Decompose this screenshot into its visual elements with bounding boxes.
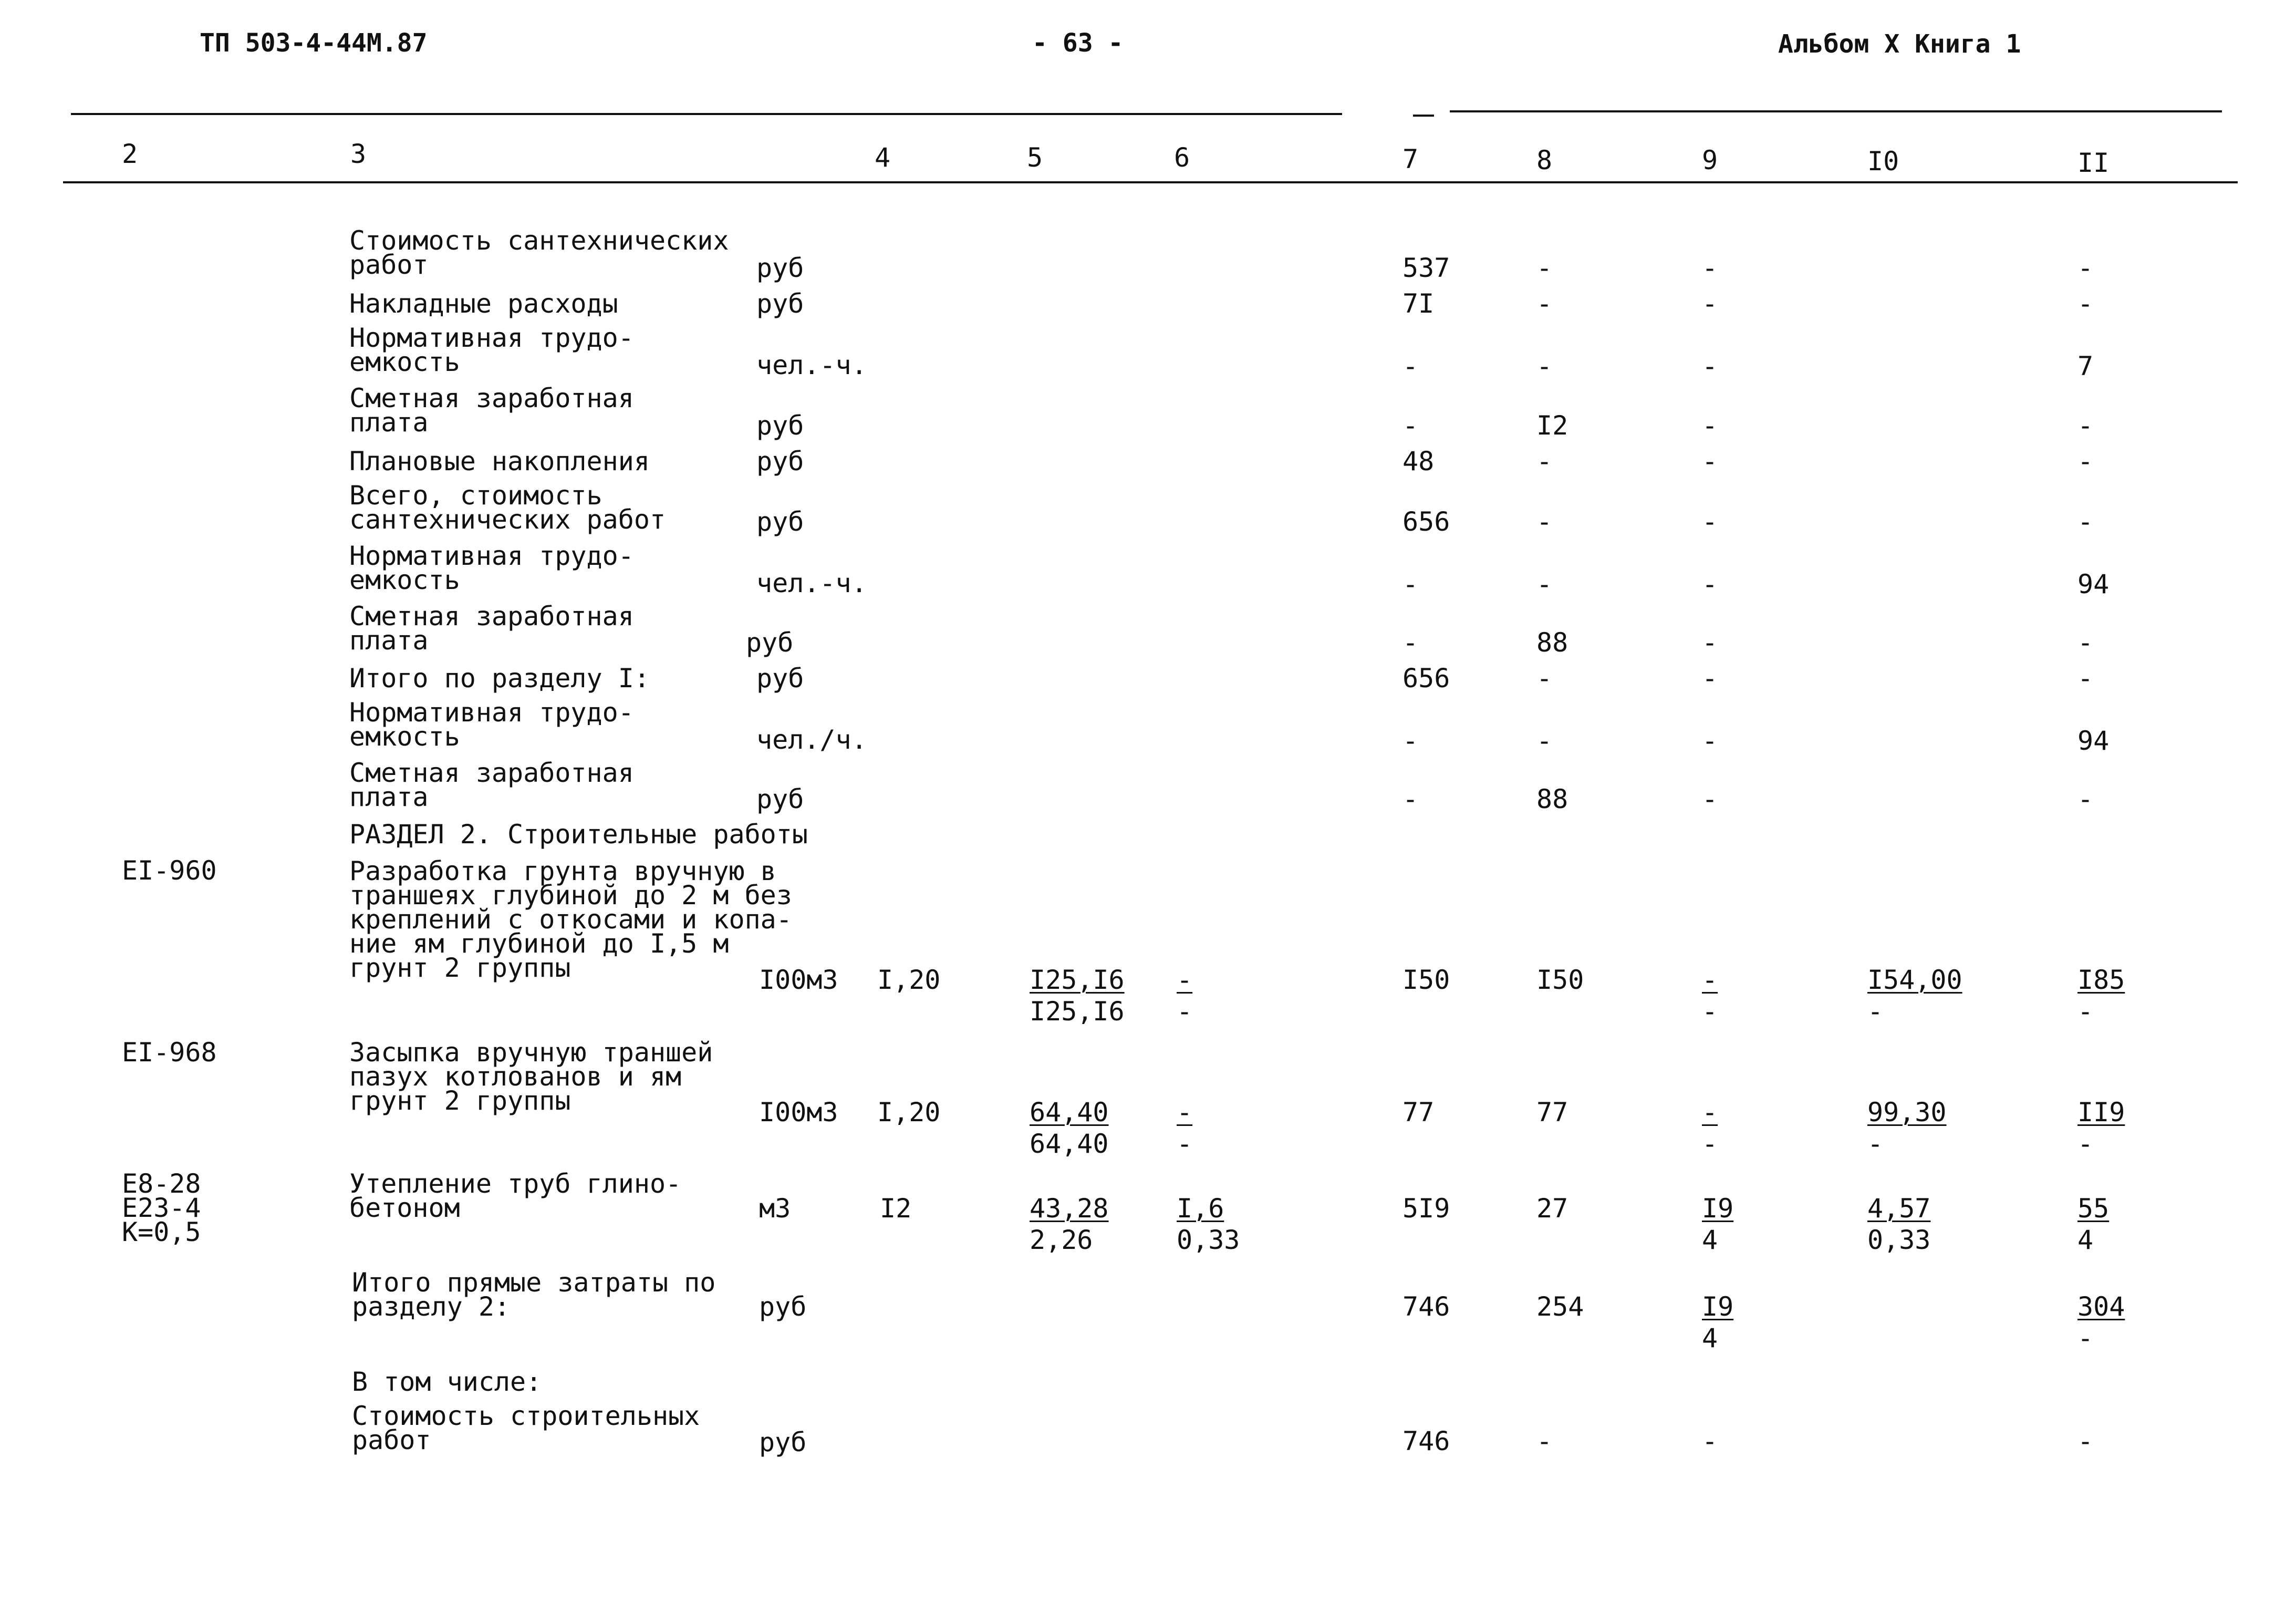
cell-col8: - <box>1536 506 1553 537</box>
column-header: 7 <box>1402 144 1419 174</box>
cell-col9: $\frac{I9}{4}$ <box>1702 1291 1734 1353</box>
cell-col7: - <box>1402 410 1419 441</box>
cell-col5: $\frac{64,40}{64,40}$ <box>1030 1097 1109 1159</box>
row-description: Сметная заработная плата <box>349 601 634 656</box>
cell-col8: 88 <box>1536 627 1568 658</box>
header-rule <box>63 181 2238 183</box>
cell-col9: - - <box>1702 1097 1718 1159</box>
cell-col10: $\frac{4,57}{0,33}$ <box>1867 1193 1931 1255</box>
top-rule-mark <box>1413 115 1434 117</box>
cell-col11: - <box>2077 627 2094 658</box>
column-header: 8 <box>1536 145 1553 175</box>
row-unit: I00м3 <box>759 1097 838 1128</box>
row-unit: руб <box>756 506 804 537</box>
cell-col9: $\frac{I9}{4}$ <box>1702 1193 1734 1255</box>
column-header: 3 <box>350 139 367 169</box>
subheading: В том числе: <box>352 1367 542 1397</box>
cell-col11: 7 <box>2077 351 2094 381</box>
cell-col11: - <box>2077 410 2094 441</box>
row-description: Сметная заработная плата <box>349 758 634 812</box>
cell-col8: 254 <box>1536 1291 1584 1322</box>
cell-col9: - <box>1702 726 1718 756</box>
row-description: Нормативная трудо- емкость <box>349 697 634 752</box>
top-rule-right <box>1450 110 2222 112</box>
cell-col9: - <box>1702 410 1718 441</box>
column-header: II <box>2077 148 2110 178</box>
cell-col8: 88 <box>1536 784 1568 814</box>
cell-col7: 656 <box>1402 506 1450 537</box>
cell-col7: 48 <box>1402 446 1435 477</box>
row-description: Всего, стоимость сантехнических работ <box>349 480 666 535</box>
cell-col7: I50 <box>1402 965 1450 995</box>
cell-col8: - <box>1536 253 1553 283</box>
cell-col9: - <box>1702 627 1718 658</box>
row-description: Стоимость сантехнических работ <box>349 225 729 280</box>
cell-col9: - <box>1702 784 1718 814</box>
cell-col10: I54,00 - <box>1867 965 1962 1027</box>
cell-col7: 656 <box>1402 663 1450 694</box>
row-unit: I00м3 <box>759 965 838 995</box>
cell-col11: 94 <box>2077 569 2110 599</box>
cell-col5: $\frac{43,28}{2,26}$ <box>1030 1193 1109 1255</box>
cell-col11: - <box>2077 1426 2094 1456</box>
cell-col7: 746 <box>1402 1291 1450 1322</box>
cell-col7: 77 <box>1402 1097 1435 1128</box>
cell-col7: - <box>1402 726 1419 756</box>
row-description: Утепление труб глино- бетоном <box>349 1169 682 1223</box>
row-description: Нормативная трудо- емкость <box>349 323 634 377</box>
cell-col11: - <box>2077 506 2094 537</box>
album-label: Альбом Х Книга 1 <box>1778 29 2021 59</box>
cell-col11: - <box>2077 663 2094 694</box>
cell-col11: 94 <box>2077 726 2110 756</box>
row-unit: руб <box>759 1427 807 1457</box>
column-header: 6 <box>1174 142 1190 173</box>
top-rule-left <box>71 113 1342 115</box>
cell-col9: - <box>1702 253 1718 283</box>
row-code: E8-28 E23-4 К=0,5 <box>122 1169 201 1247</box>
cell-col6: - - <box>1177 965 1193 1027</box>
row-unit: руб <box>756 410 804 441</box>
row-unit: чел.-ч. <box>756 568 867 598</box>
cell-col11: - <box>2077 253 2094 283</box>
cell-col9: - <box>1702 1426 1718 1456</box>
cell-col8: - <box>1536 569 1553 599</box>
row-quantity: I,20 <box>877 1097 941 1128</box>
cell-col11: - <box>2077 784 2094 814</box>
cell-col7: 746 <box>1402 1426 1450 1456</box>
cell-col7: - <box>1402 351 1419 381</box>
cell-col8: - <box>1536 726 1553 756</box>
cell-col9: - <box>1702 288 1718 319</box>
cell-col8: - <box>1536 288 1553 319</box>
cell-col9: - <box>1702 446 1718 477</box>
row-description: Итого по разделу I: <box>349 663 650 694</box>
column-header: 4 <box>875 142 891 173</box>
row-description: Итого прямые затраты по разделу 2: <box>352 1267 716 1322</box>
cell-col7: - <box>1402 627 1419 658</box>
cell-col8: I50 <box>1536 965 1584 995</box>
cell-col8: - <box>1536 1426 1553 1456</box>
cell-col7: - <box>1402 784 1419 814</box>
cell-col7: 537 <box>1402 253 1450 283</box>
cell-col8: 27 <box>1536 1193 1568 1224</box>
row-code: EI-968 <box>122 1037 217 1068</box>
cell-col8: 77 <box>1536 1097 1568 1128</box>
cell-col8: - <box>1536 663 1553 694</box>
cell-col6: $\frac{I,6}{0,33}$ <box>1177 1193 1240 1255</box>
row-unit: руб <box>756 446 804 477</box>
cell-col8: - <box>1536 446 1553 477</box>
cell-col10: 99,30 - <box>1867 1097 1947 1159</box>
row-description: Нормативная трудо- емкость <box>349 541 634 595</box>
cell-col7: 7I <box>1402 288 1435 319</box>
cell-col11: 304 - <box>2077 1291 2125 1353</box>
row-description: Разработка грунта вручную в траншеях глубиной до 2 м без креплений с откосами и копа- ние ям глубиной до I,5 м грунт 2 группы <box>349 856 792 983</box>
cell-col8: - <box>1536 351 1553 381</box>
cell-col9: - <box>1702 569 1718 599</box>
row-unit: чел.-ч. <box>756 350 867 380</box>
row-description: Засыпка вручную траншей пазух котлованов и ям грунт 2 группы <box>349 1037 713 1116</box>
cell-col11: $\frac{55}{4}$ <box>2077 1193 2110 1255</box>
section-heading: РАЗДЕЛ 2. Строительные работы <box>349 819 808 850</box>
row-unit: руб <box>759 1291 807 1322</box>
row-quantity: I2 <box>880 1193 912 1224</box>
column-header: I0 <box>1867 146 1899 177</box>
cell-col11: II9 - <box>2077 1097 2125 1159</box>
row-unit: руб <box>756 784 804 814</box>
row-quantity: I,20 <box>877 965 941 995</box>
row-unit: чел./ч. <box>756 725 867 755</box>
cell-col11: - <box>2077 446 2094 477</box>
row-unit: руб <box>756 663 804 694</box>
cell-col5: $\frac{I25,I6}{I25,I6}$ <box>1030 965 1125 1027</box>
column-header: 2 <box>122 139 138 169</box>
row-unit: руб <box>746 627 794 658</box>
row-description: Плановые накопления <box>349 446 650 477</box>
row-code: EI-960 <box>122 855 217 886</box>
cell-col11: I85 - <box>2077 965 2125 1027</box>
row-unit: руб <box>756 253 804 283</box>
cell-col6: - - <box>1177 1097 1193 1159</box>
cell-col11: - <box>2077 288 2094 319</box>
row-unit: м3 <box>759 1193 791 1224</box>
row-description: Стоимость строительных работ <box>352 1401 700 1455</box>
column-header: 9 <box>1702 145 1718 175</box>
cell-col9: - <box>1702 663 1718 694</box>
row-description: Сметная заработная плата <box>349 383 634 438</box>
row-description: Накладные расходы <box>349 288 618 319</box>
cell-col9: - - <box>1702 965 1718 1027</box>
row-unit: руб <box>756 288 804 319</box>
cell-col9: - <box>1702 351 1718 381</box>
cell-col7: 5I9 <box>1402 1193 1450 1224</box>
cell-col7: - <box>1402 569 1419 599</box>
document-code: ТП 503-4-44М.87 <box>200 28 428 58</box>
cell-col8: I2 <box>1536 410 1568 441</box>
column-header: 5 <box>1027 142 1043 173</box>
cell-col9: - <box>1702 506 1718 537</box>
page-number: - 63 - <box>1032 28 1124 58</box>
